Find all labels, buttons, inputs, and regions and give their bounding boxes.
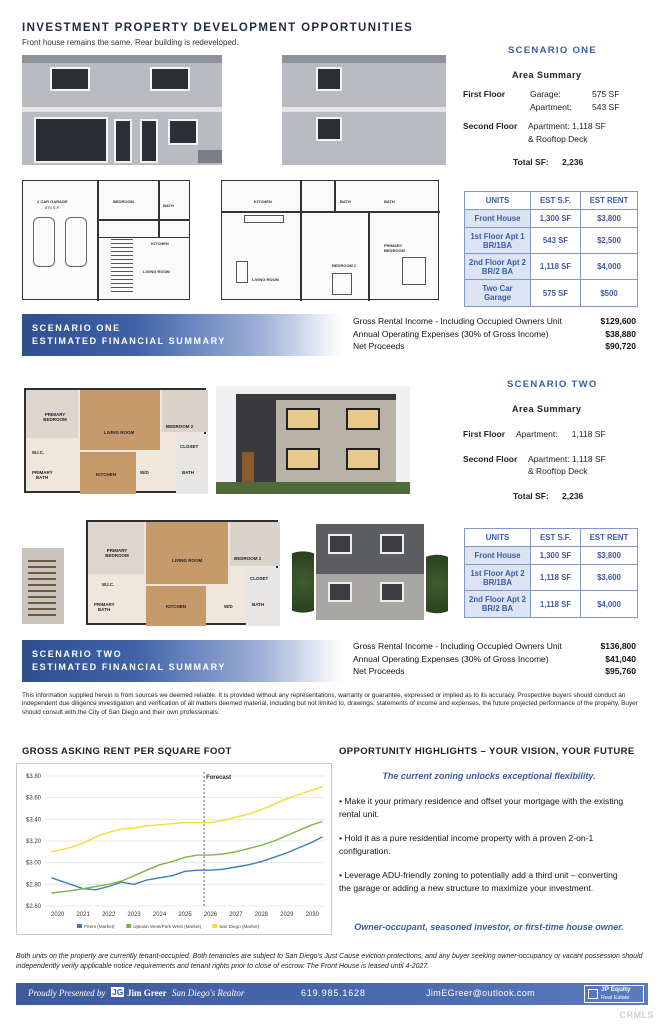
s2b-label-kitchen: KITCHEN bbox=[166, 604, 186, 609]
page-title: INVESTMENT PROPERTY DEVELOPMENT OPPORTUNITIES bbox=[22, 22, 414, 34]
footer-bar bbox=[16, 983, 648, 1005]
s2-first-floor-label: First Floor bbox=[463, 429, 506, 439]
plan2-label-living: LIVING ROOM bbox=[252, 277, 279, 282]
scenario-one-total-value: 2,236 bbox=[562, 157, 584, 167]
scenario-two-title: SCENARIO TWO bbox=[507, 379, 598, 390]
unit-cell: Front House bbox=[465, 547, 531, 565]
rent-cell: $4,000 bbox=[597, 599, 621, 609]
plan-label-garage: 2 CAR GARAGE bbox=[37, 199, 68, 204]
second-floor-apt: Apartment: 1,118 SF bbox=[528, 121, 606, 131]
kitchen-island-icon bbox=[244, 215, 284, 223]
fin-expense-value: $38,880 bbox=[605, 329, 636, 339]
rent-cell: $3,800 bbox=[581, 210, 637, 228]
y-tick-label: $2.80 bbox=[25, 882, 41, 889]
rent-cell: $2,500 bbox=[581, 228, 637, 254]
scenario-one-total-label: Total SF: bbox=[513, 157, 549, 167]
s2-second-floor-label: Second Floor bbox=[463, 454, 518, 464]
plan2-label-bath-2: BATH bbox=[384, 199, 395, 204]
second-floor-label: Second Floor bbox=[463, 121, 518, 131]
plan-label-kitchen: KITCHEN bbox=[151, 241, 169, 246]
y-tick-label: $3.40 bbox=[25, 817, 41, 824]
scenario-two-summary-banner bbox=[22, 640, 342, 682]
table-row bbox=[465, 547, 637, 565]
first-floor-garage-label: Garage: bbox=[530, 89, 561, 99]
sf-cell: 1,118 SF bbox=[531, 565, 581, 591]
first-floor-garage-value: 575 SF bbox=[592, 89, 620, 99]
plan-label-bath: BATH bbox=[163, 203, 174, 208]
sf-cell: 1,118 SF bbox=[531, 254, 581, 280]
s2b-label-primary: PRIMARY BEDROOM bbox=[105, 548, 129, 558]
unit-cell: Two Car Garage bbox=[465, 280, 531, 306]
rear-elevation-drawing bbox=[282, 55, 446, 165]
y-tick-label: $3.60 bbox=[25, 795, 41, 802]
col-units: UNITS bbox=[465, 192, 531, 210]
opportunity-bullet-2: • Hold it as a pure residential income property with a proven 2-on-1 configuration. bbox=[339, 833, 594, 856]
rent-chart-svg bbox=[17, 764, 333, 936]
opportunity-lead: The current zoning unlocks exceptional flexibility. bbox=[382, 771, 596, 781]
s2b-label-wic: W.I.C. bbox=[102, 582, 115, 587]
brand-logo bbox=[584, 985, 644, 1003]
opportunity-bullet-1: • Make it your primary residence and offset your mortgage with the existing rental unit. bbox=[339, 796, 624, 819]
mls-watermark: CRMLS bbox=[619, 1010, 654, 1020]
unit-cell: 1st Floor Apt 1 BR/1BA bbox=[465, 228, 531, 254]
col-est-sf: EST S.F. bbox=[531, 192, 581, 210]
rent-cell: $3,800 bbox=[581, 547, 637, 565]
scenario-two-second-floor-plan bbox=[86, 520, 278, 625]
s2b-label-bath: BATH bbox=[252, 602, 265, 607]
s2-second-floor-deck: & Rooftop Deck bbox=[528, 466, 588, 476]
s2-label-wic: W.I.C. bbox=[32, 450, 45, 455]
fin2-net-label: Net Proceeds bbox=[353, 666, 405, 676]
first-floor-apt-label: Apartment: bbox=[530, 102, 572, 112]
sf-cell: 575 SF bbox=[531, 280, 581, 306]
col-est-sf: EST S.F. bbox=[531, 529, 581, 547]
plan-label-garage-sf: 575 S.F. bbox=[45, 205, 60, 210]
sf-cell: 1,118 SF bbox=[531, 591, 581, 617]
house-icon bbox=[588, 989, 598, 999]
s2b-label-closet: CLOSET bbox=[250, 576, 269, 581]
legend-swatch bbox=[126, 924, 131, 928]
s2b-label-wd: W/D bbox=[224, 604, 233, 609]
s2-first-floor-value: Apartment: 1,118 SF bbox=[516, 429, 606, 439]
fin2-expense-label: Annual Operating Expenses (30% of Gross Income) bbox=[353, 654, 549, 664]
x-tick-label: 2023 bbox=[127, 912, 141, 918]
scenario-one-area-title: Area Summary bbox=[512, 70, 582, 80]
table-row bbox=[465, 280, 637, 306]
y-tick-label: $3.00 bbox=[25, 860, 41, 867]
unit-cell: 1st Floor Apt 2 BR/1BA bbox=[465, 565, 531, 591]
s2-label-bedroom2: BEDROOM 2 bbox=[166, 424, 194, 429]
scenario-one-summary-banner bbox=[22, 314, 342, 356]
scenario-two-stair-rendering bbox=[22, 548, 64, 624]
scenario-two-floor-plan bbox=[24, 388, 206, 493]
opportunity-heading: OPPORTUNITY HIGHLIGHTS – YOUR VISION, YOUR FUTURE bbox=[339, 746, 635, 757]
table-row bbox=[465, 591, 637, 617]
tenancy-footnote: Both units on the property are currently tenant-occupied. Both tenancies are subject to San Diego's Just Cause eviction protections, and any buyer seeking owner-occupancy or vacant possession should independently verify applicable notice requirements and tenant rights prior to close of escrow. The Front House is leased until 4-2027. bbox=[16, 953, 643, 970]
x-tick-label: 2029 bbox=[280, 912, 294, 918]
y-tick-label: $2.60 bbox=[25, 904, 41, 910]
x-tick-label: 2021 bbox=[76, 912, 90, 918]
plan2-label-kitchen: KITCHEN bbox=[254, 199, 272, 204]
fin2-expense-value: $41,040 bbox=[605, 654, 636, 664]
y-tick-label: $3.80 bbox=[25, 774, 41, 780]
s2-label-primary: PRIMARY BEDROOM bbox=[43, 412, 67, 422]
plan-label-bedroom: BEDROOM bbox=[113, 199, 134, 204]
s2-label-bath: BATH bbox=[182, 470, 195, 475]
agent-name: Jim Greer bbox=[127, 988, 167, 998]
rent-cell: $4,000 bbox=[581, 254, 637, 280]
s2-label-wd: W/D bbox=[140, 470, 149, 475]
agent-tagline: San Diego's Realtor bbox=[172, 988, 245, 998]
stairs-icon bbox=[111, 239, 133, 295]
table-row bbox=[465, 254, 637, 280]
front-elevation-drawing bbox=[22, 55, 222, 165]
table-row bbox=[465, 210, 637, 228]
legend-swatch bbox=[77, 924, 82, 928]
scenario-two-rendering bbox=[216, 386, 410, 494]
car-icon bbox=[65, 217, 87, 267]
presented-by-text: Proudly Presented by bbox=[28, 988, 106, 998]
opportunity-closing: Owner-occupant, seasoned investor, or first-time house owner. bbox=[354, 922, 624, 932]
plan2-label-primary: PRIMARY BEDROOM bbox=[384, 243, 405, 253]
fin-gross-label: Gross Rental Income - Including Occupied Owners Unit bbox=[353, 316, 562, 326]
s2-label-kitchen: KITCHEN bbox=[96, 472, 116, 477]
forecast-label: Forecast bbox=[206, 775, 232, 781]
x-tick-label: 2025 bbox=[178, 912, 192, 918]
brand-line-2: Real Estate bbox=[601, 995, 630, 1001]
unit-cell: 2nd Floor Apt 2 BR/2 BA bbox=[465, 254, 531, 280]
y-tick-label: $3.20 bbox=[25, 839, 41, 845]
phone-link[interactable]: 619.985.1628 bbox=[301, 988, 366, 998]
page-subtitle: Front house remains the same. Rear building is redeveloped. bbox=[22, 38, 239, 47]
x-tick-label: 2022 bbox=[101, 912, 116, 918]
s2b-label-living: LIVING ROOM bbox=[172, 558, 203, 563]
x-tick-label: 2027 bbox=[229, 912, 243, 918]
fin2-gross-value: $136,800 bbox=[600, 641, 636, 651]
series-line-0 bbox=[51, 837, 322, 890]
s2b-label-primary-bath: PRIMARY BATH bbox=[94, 602, 115, 612]
plan2-label-bath: BATH bbox=[340, 199, 351, 204]
s2b-label-bedroom2: BEDROOM 2 bbox=[234, 556, 262, 561]
email-link[interactable]: JimEGreer@outlook.com bbox=[426, 988, 536, 998]
legend-label: San Diego (Market) bbox=[219, 924, 260, 929]
banner-line-2: ESTIMATED FINANCIAL SUMMARY bbox=[32, 336, 227, 346]
x-tick-label: 2028 bbox=[254, 912, 269, 918]
brand-line-1: JP Equity bbox=[601, 986, 631, 993]
bed-icon bbox=[332, 273, 352, 295]
table-row bbox=[465, 565, 637, 591]
s2-second-floor-apt: Apartment: 1,118 SF bbox=[528, 454, 606, 464]
rent-cell: $3,600 bbox=[581, 565, 637, 591]
rent-cell: $500 bbox=[600, 288, 618, 298]
x-tick-label: 2030 bbox=[305, 912, 319, 918]
second-floor-deck: & Rooftop Deck bbox=[528, 134, 588, 144]
fin-net-label: Net Proceeds bbox=[353, 341, 405, 351]
sf-cell: 543 SF bbox=[531, 228, 581, 254]
bed-icon bbox=[402, 257, 426, 285]
plan2-label-bedroom2: BEDROOM 2 bbox=[332, 263, 357, 268]
scenario-one-title: SCENARIO ONE bbox=[508, 45, 597, 56]
fin-gross-value: $129,600 bbox=[600, 316, 636, 326]
banner-line-2: ESTIMATED FINANCIAL SUMMARY bbox=[32, 662, 227, 672]
legend-label: Peers (Market) bbox=[84, 924, 115, 929]
sf-cell: 1,300 SF bbox=[531, 547, 581, 565]
fin-expense-label: Annual Operating Expenses (30% of Gross Income) bbox=[353, 329, 549, 339]
plan-label-living: LIVING ROOM bbox=[143, 269, 170, 274]
x-tick-label: 2026 bbox=[203, 912, 218, 918]
legend-swatch bbox=[212, 924, 217, 928]
agent-logo-initials: JG bbox=[112, 987, 124, 997]
unit-cell: Front House bbox=[465, 210, 531, 228]
s2-label-living: LIVING ROOM bbox=[104, 430, 135, 435]
sofa-icon bbox=[236, 261, 248, 283]
x-tick-label: 2020 bbox=[51, 912, 65, 918]
s2-label-closet: CLOSET bbox=[180, 444, 199, 449]
unit-cell: 2nd Floor Apt 2 BR/2 BA bbox=[465, 591, 531, 617]
table-row bbox=[465, 228, 637, 254]
scenario-two-area-title: Area Summary bbox=[512, 404, 582, 414]
col-est-rent: EST RENT bbox=[581, 529, 637, 547]
scenario-two-total-value: 2,236 bbox=[562, 491, 584, 501]
scenario-one-second-floor-plan bbox=[221, 180, 439, 300]
x-tick-label: 2024 bbox=[152, 912, 167, 918]
rent-chart-heading: GROSS ASKING RENT PER SQUARE FOOT bbox=[22, 746, 232, 757]
scenario-two-rent-table bbox=[464, 528, 638, 618]
legend-label: Uptown West/Park West (Market) bbox=[133, 924, 202, 929]
scenario-two-total-label: Total SF: bbox=[513, 491, 549, 501]
first-floor-label: First Floor bbox=[463, 89, 506, 99]
banner-line-1: SCENARIO TWO bbox=[32, 649, 123, 659]
series-line-1 bbox=[51, 822, 322, 894]
scenario-one-rent-table bbox=[464, 191, 638, 307]
banner-line-1: SCENARIO ONE bbox=[32, 323, 121, 333]
fin2-net-value: $95,760 bbox=[605, 666, 636, 676]
fin2-gross-label: Gross Rental Income - Including Occupied Owners Unit bbox=[353, 641, 562, 651]
scenario-one-first-floor-plan bbox=[22, 180, 190, 300]
col-est-rent: EST RENT bbox=[581, 192, 637, 210]
scenario-two-rear-rendering bbox=[288, 520, 450, 624]
opportunity-bullet-3: • Leverage ADU-friendly zoning to potentially add a third unit – converting the garage or adding a new structure to maximize your investment. bbox=[339, 870, 618, 893]
col-units: UNITS bbox=[465, 529, 531, 547]
fin-net-value: $90,720 bbox=[605, 341, 636, 351]
sf-cell: 1,300 SF bbox=[531, 210, 581, 228]
first-floor-apt-value: 543 SF bbox=[592, 102, 620, 112]
disclaimer-text: This information supplied herein is from sources we deemed reliable. It is provided without any representations, warranty or guarantee, expressed or implied as to its accuracy. Prospective buyers should conduct an independent due diligence investigation and verification of all matters deemed material, including but not limited to, drawings, statements of income and expenses, the future projected performance of the property. Buyer should consult with the City of San Diego and their own professionals. bbox=[22, 692, 638, 716]
rent-chart bbox=[16, 763, 332, 935]
car-icon bbox=[33, 217, 55, 267]
s2-label-primary-bath: PRIMARY BATH bbox=[32, 470, 53, 480]
